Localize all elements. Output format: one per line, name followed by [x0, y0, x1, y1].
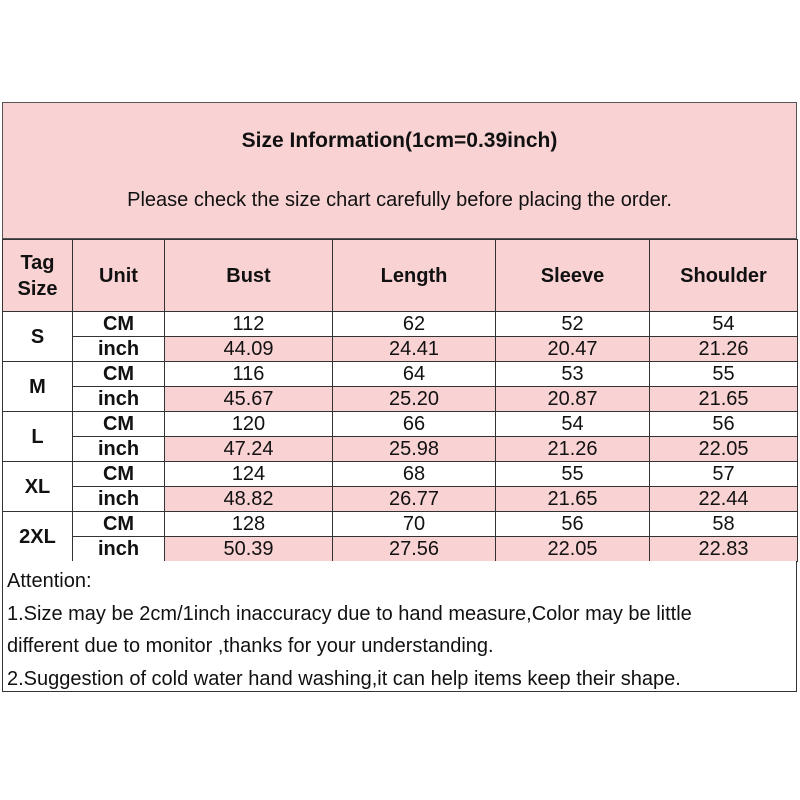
- tag-size-cell: L: [3, 412, 73, 462]
- sleeve-cell: 56: [496, 512, 650, 537]
- attention-notes: [2, 561, 797, 692]
- tag-size-cell: S: [3, 312, 73, 362]
- bust-cell: 124: [165, 462, 333, 487]
- shoulder-cell: 58: [650, 512, 798, 537]
- table-row: [3, 362, 798, 387]
- unit-cell: inch: [73, 387, 165, 412]
- note-line: 2.Suggestion of cold water hand washing,it can help items keep their shape.: [7, 667, 681, 690]
- unit-cell: inch: [73, 337, 165, 362]
- table-row: [3, 462, 798, 487]
- shoulder-cell: 22.44: [650, 487, 798, 512]
- bust-cell: 50.39: [165, 537, 333, 562]
- sleeve-cell: 21.26: [496, 437, 650, 462]
- sleeve-cell: 22.05: [496, 537, 650, 562]
- column-header-sleeve: Sleeve: [496, 240, 650, 312]
- length-cell: 62: [333, 312, 496, 337]
- sleeve-cell: 53: [496, 362, 650, 387]
- length-cell: 68: [333, 462, 496, 487]
- length-cell: 24.41: [333, 337, 496, 362]
- table-row: [3, 412, 798, 437]
- shoulder-cell: 54: [650, 312, 798, 337]
- length-cell: 25.98: [333, 437, 496, 462]
- shoulder-cell: 57: [650, 462, 798, 487]
- bust-cell: 44.09: [165, 337, 333, 362]
- unit-cell: inch: [73, 437, 165, 462]
- size-table: [2, 239, 798, 562]
- table-row: [3, 312, 798, 337]
- unit-cell: CM: [73, 512, 165, 537]
- table-header-row: [3, 240, 798, 312]
- bust-cell: 128: [165, 512, 333, 537]
- bust-cell: 120: [165, 412, 333, 437]
- bust-cell: 48.82: [165, 487, 333, 512]
- attention-heading: Attention:: [7, 570, 92, 592]
- sleeve-cell: 20.87: [496, 387, 650, 412]
- shoulder-cell: 22.05: [650, 437, 798, 462]
- tag-size-cell: XL: [3, 462, 73, 512]
- chart-title: Size Information(1cm=0.39inch): [241, 129, 558, 152]
- table-row: [3, 512, 798, 537]
- bust-cell: 112: [165, 312, 333, 337]
- shoulder-cell: 21.26: [650, 337, 798, 362]
- length-cell: 26.77: [333, 487, 496, 512]
- shoulder-cell: 21.65: [650, 387, 798, 412]
- chart-subtitle: Please check the size chart carefully before placing the order.: [127, 189, 672, 211]
- unit-cell: inch: [73, 487, 165, 512]
- tag-size-cell: M: [3, 362, 73, 412]
- column-header-bust: Bust: [165, 240, 333, 312]
- unit-cell: CM: [73, 362, 165, 387]
- shoulder-cell: 55: [650, 362, 798, 387]
- column-header-length: Length: [333, 240, 496, 312]
- length-cell: 25.20: [333, 387, 496, 412]
- length-cell: 70: [333, 512, 496, 537]
- note-line: 1.Size may be 2cm/1inch inaccuracy due to hand measure,Color may be little: [7, 602, 692, 625]
- column-header-tag-size: Tag Size: [3, 240, 73, 312]
- size-chart: [2, 102, 797, 692]
- length-cell: 66: [333, 412, 496, 437]
- size-chart-header: [2, 102, 797, 239]
- sleeve-cell: 54: [496, 412, 650, 437]
- unit-cell: CM: [73, 412, 165, 437]
- shoulder-cell: 56: [650, 412, 798, 437]
- length-cell: 64: [333, 362, 496, 387]
- bust-cell: 116: [165, 362, 333, 387]
- unit-cell: inch: [73, 537, 165, 562]
- column-header-unit: Unit: [73, 240, 165, 312]
- table-row: [3, 487, 798, 512]
- bust-cell: 47.24: [165, 437, 333, 462]
- length-cell: 27.56: [333, 537, 496, 562]
- sleeve-cell: 20.47: [496, 337, 650, 362]
- table-row: [3, 437, 798, 462]
- table-row: [3, 387, 798, 412]
- sleeve-cell: 55: [496, 462, 650, 487]
- unit-cell: CM: [73, 312, 165, 337]
- table-row: [3, 537, 798, 562]
- note-line: different due to monitor ,thanks for your understanding.: [7, 635, 494, 657]
- tag-size-cell: 2XL: [3, 512, 73, 562]
- column-header-shoulder: Shoulder: [650, 240, 798, 312]
- shoulder-cell: 22.83: [650, 537, 798, 562]
- table-row: [3, 337, 798, 362]
- sleeve-cell: 21.65: [496, 487, 650, 512]
- bust-cell: 45.67: [165, 387, 333, 412]
- unit-cell: CM: [73, 462, 165, 487]
- sleeve-cell: 52: [496, 312, 650, 337]
